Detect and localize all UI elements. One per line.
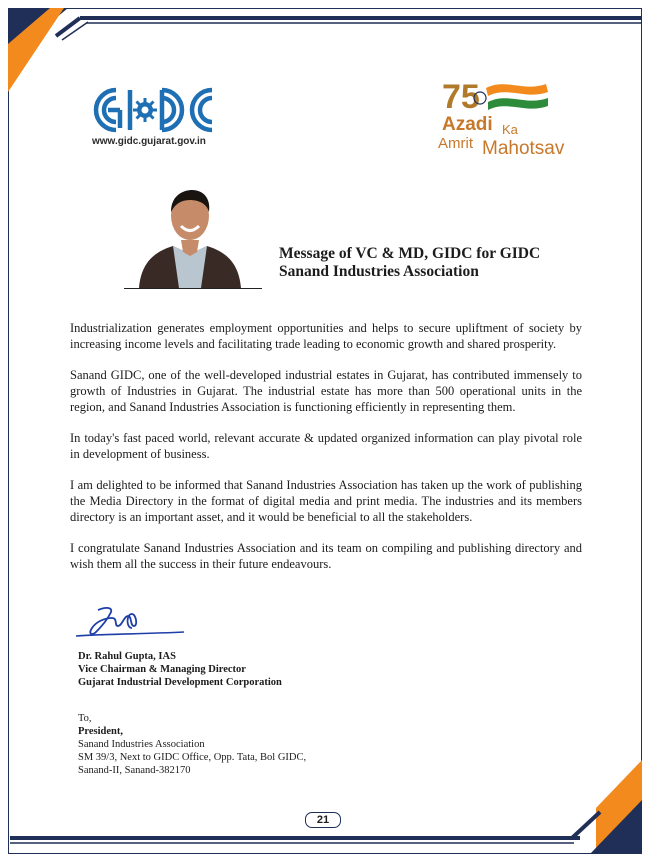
signer-organization: Gujarat Industrial Development Corporation [78, 677, 282, 688]
signer-name: Dr. Rahul Gupta, IAS [78, 651, 176, 662]
title-line-1: Message of VC & MD, GIDC for GIDC [279, 245, 541, 262]
signer-designation: Vice Chairman & Managing Director [78, 664, 246, 675]
paragraph: I am delighted to be informed that Sanand Industries Association has taken up the work of publishing the Media Directory in the format of digital media and print media. The industries and its members directory is an important asset, and it would be beneficial to all the stakeholders. [70, 478, 582, 524]
photo-underline [124, 288, 262, 289]
signer-block [78, 650, 378, 689]
handwritten-signature [74, 604, 186, 642]
message-body [70, 320, 582, 587]
title-line-2: Sanand Industries Association [279, 263, 479, 280]
azadi-logo-mahotsav: Mahotsav [482, 138, 565, 158]
paragraph: I congratulate Sanand Industries Association and its team on compiling and publishing directory and wish them all the success in their future endeavours. [70, 541, 582, 571]
azadi-logo-line1: Azadi [442, 114, 493, 135]
addressee-address-line-1: SM 39/3, Next to GIDC Office, Opp. Tata, Bol GIDC, [78, 752, 307, 763]
addressee-org: Sanand Industries Association [78, 739, 205, 750]
gidc-website-url: www.gidc.gujarat.gov.in [92, 136, 206, 147]
gear-icon [133, 98, 157, 122]
paragraph: In today's fast paced world, relevant accurate & updated organized information can play pivotal role in development of business. [70, 431, 582, 461]
addressee-block [78, 712, 398, 777]
flag-saffron-stripe [486, 84, 548, 96]
azadi-logo-number: 75 [442, 78, 480, 116]
flag-green-stripe [488, 98, 548, 110]
addressee-address-line-2: Sanand-II, Sanand-382170 [78, 765, 191, 776]
azadi-logo-amrit: Amrit [438, 135, 473, 152]
paragraph: Industrialization generates employment opportunities and helps to secure upliftment of society by increasing income levels and facilitating trade leading to economic growth and shared prosperity. [70, 321, 582, 351]
addressee-to: To, [78, 713, 92, 724]
addressee-role: President, [78, 726, 124, 737]
azadi-ka-amrit-mahotsav-logo [436, 74, 576, 158]
page-number: 21 [305, 812, 341, 828]
message-title [279, 245, 579, 281]
paragraph: Sanand GIDC, one of the well-developed industrial estates in Gujarat, has contributed immensely to growth of Industries in Gujarat. The industrial estate has more than 500 operational units in the region, and Sanand Industries Association is functioning efficiently in representing them. [70, 368, 582, 414]
azadi-logo-ka: Ka [502, 122, 518, 137]
portrait-photo [135, 184, 245, 288]
